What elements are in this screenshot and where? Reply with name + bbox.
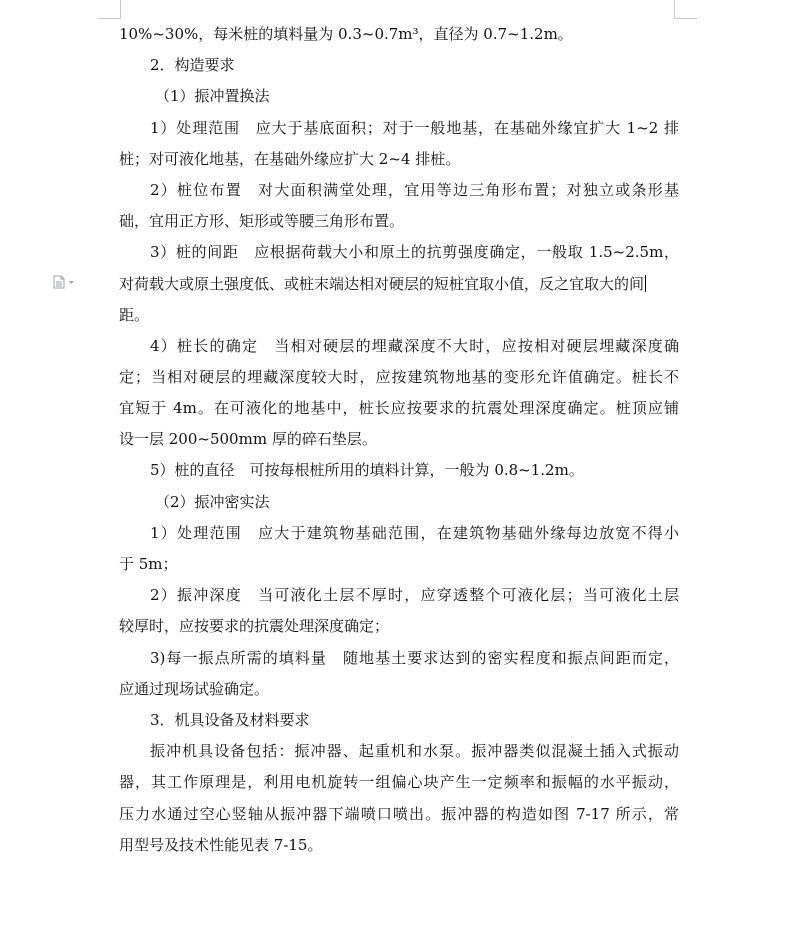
- text-line: 2）桩位布置 对大面积满堂处理，宜用等边三角形布置；对独立或条形基: [150, 181, 679, 199]
- page-corner-mark-right: [674, 0, 697, 19]
- text-line: 2）振冲深度 当可液化土层不厚时，应穿透整个可液化层；当可液化土层: [150, 586, 679, 604]
- text-line: 定；当相对硬层的埋藏深度较大时，应按建筑物地基的变形允许值确定。桩长不: [119, 368, 679, 386]
- text-line: 设一层 200~500mm 厚的碎石垫层。: [119, 430, 377, 448]
- document-outline-icon[interactable]: [53, 274, 77, 288]
- text-line: 5）桩的直径 可按每根桩所用的填料计算，一般为 0.8~1.2m。: [150, 461, 584, 479]
- text-line: 于 5m；: [119, 555, 178, 573]
- text-line: 器，其工作原理是，利用电机旋转一组偏心块产生一定频率和振幅的水平振动，: [119, 773, 679, 791]
- text-line: 宜短于 4m。在可液化的地基中，桩长应按要求的抗震处理深度确定。桩顶应铺: [119, 399, 679, 417]
- text-line: 桩；对可液化地基，在基础外缘应扩大 2~4 排桩。: [119, 150, 461, 168]
- section-heading: 2．构造要求: [150, 56, 235, 74]
- text-line: 3）桩的间距 应根据荷载大小和原土的抗剪强度确定，一般取 1.5~2.5m，: [150, 243, 679, 261]
- text-line: 1）处理范围 应大于建筑物基础范围，在建筑物基础外缘每边放宽不得小: [150, 524, 679, 542]
- text-line: 应通过现场试验确定。: [119, 680, 270, 698]
- text-line: 10%~30%，每米桩的填料量为 0.3~0.7m³，直径为 0.7~1.2m。: [119, 25, 573, 43]
- subsection-heading: （2）振冲密实法: [155, 493, 270, 511]
- text-line: 距。: [119, 306, 150, 324]
- text-cursor: [645, 275, 646, 292]
- text-line-content: 对荷载大或原土强度低、或桩末端达相对硬层的短桩宜取小值，反之宜取大的间: [119, 275, 645, 293]
- text-line: 较厚时，应按要求的抗震处理深度确定；: [119, 617, 390, 635]
- page-corner-mark-left: [98, 0, 121, 19]
- text-line: 压力水通过空心竖轴从振冲器下端喷口喷出。振冲器的构造如图 7-17 所示，常: [119, 805, 679, 823]
- text-line: 用型号及技术性能见表 7-15。: [119, 836, 323, 854]
- text-line: 4）桩长的确定 当相对硬层的埋藏深度不大时，应按相对硬层埋藏深度确: [150, 337, 679, 355]
- text-line: 1）处理范围 应大于基底面积；对于一般地基，在基础外缘宜扩大 1~2 排: [150, 119, 679, 137]
- section-heading: 3．机具设备及材料要求: [150, 711, 310, 729]
- text-line: 3)每一振点所需的填料量 随地基土要求达到的密实程度和振点间距而定，: [150, 649, 679, 667]
- text-line: 础，宜用正方形、矩形或等腰三角形布置。: [119, 212, 405, 230]
- text-line-with-cursor: [119, 274, 679, 294]
- text-line: 振冲机具设备包括：振冲器、起重机和水泵。振冲器类似混凝土插入式振动: [150, 742, 679, 760]
- subsection-heading: （1）振冲置换法: [155, 87, 270, 105]
